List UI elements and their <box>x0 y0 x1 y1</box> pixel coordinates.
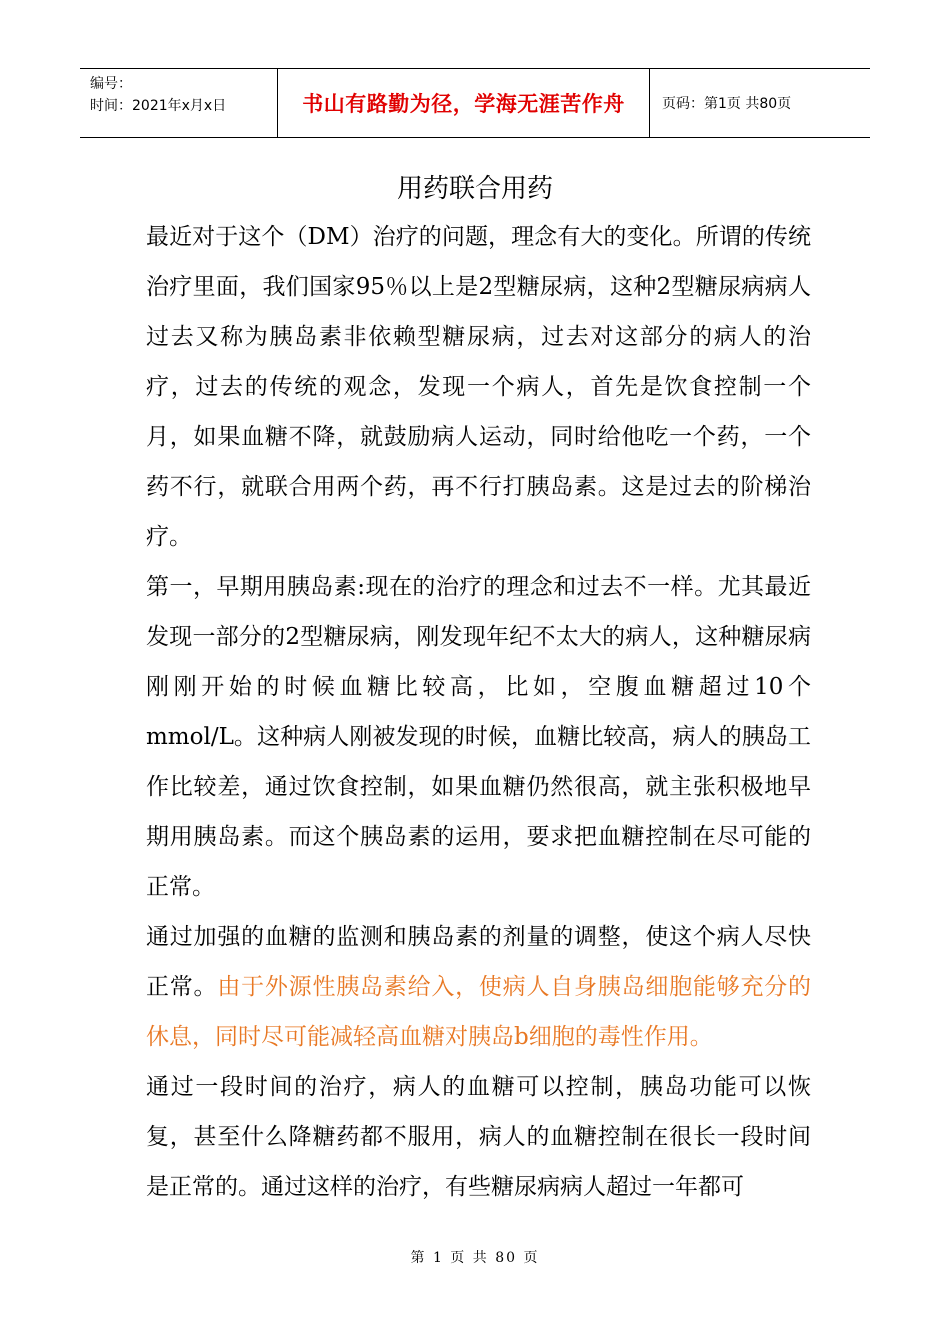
header-meta <box>80 69 278 137</box>
document-time-label: 时间：2021年x月x日 <box>90 98 227 114</box>
header-motto: 书山有路勤为径，学海无涯苦作舟 <box>302 92 625 116</box>
paragraph-3-text: 通过加强的血糖的监测和胰岛素的剂量的调整，使这个病人尽快正常。 <box>146 924 811 1000</box>
document-title: 用药联合用药 <box>396 174 553 204</box>
paragraph-3-highlight: 由于外源性胰岛素给入，使病人自身胰岛细胞能够充分的休息，同时尽可能减轻高血糖对胰岛b细胞的毒性作用。 <box>146 974 812 1050</box>
document-number-label: 编号： <box>90 76 132 92</box>
page-footer: 第 1 页 共 80 页 <box>410 1250 540 1266</box>
paragraph-2: 第一，早期用胰岛素:现在的治疗的理念和过去不一样。尤其最近发现一部分的2型糖尿病，刚发现年纪不太大的病人，这种糖尿病刚刚开始的时候血糖比较高，比如，空腹血糖超过10个mmol/L。这种病人刚被发现的时候，血糖比较高，病人的胰岛工作比较差，通过饮食控制，如果血糖仍然很高，就主张积极地早期用胰岛素。而这个胰岛素的运用，要求把血糖控制在尽可能的正常。 <box>146 574 811 900</box>
paragraph-1: 最近对于这个（DM）治疗的问题，理念有大的变化。所谓的传统治疗里面，我们国家95％以上是2型糖尿病，这种2型糖尿病病人过去又称为胰岛素非依赖型糖尿病，过去对这部分的病人的治疗，过去的传统的观念，发现一个病人，首先是饮食控制一个月，如果血糖不降，就鼓励病人运动，同时给他吃一个药，一个药不行，就联合用两个药，再不行打胰岛素。这是过去的阶梯治疗。 <box>146 224 811 550</box>
page-header <box>80 68 870 138</box>
paragraph-3 <box>146 912 811 1062</box>
paragraph-4: 通过一段时间的治疗，病人的血糖可以控制，胰岛功能可以恢复，甚至什么降糖药都不服用，病人的血糖控制在很长一段时间是正常的。通过这样的治疗，有些糖尿病病人超过一年都可 <box>146 1074 811 1200</box>
header-page-info: 页码：第1页 共80页 <box>662 96 792 112</box>
header-motto-cell <box>278 69 650 137</box>
document-body <box>146 212 811 1212</box>
